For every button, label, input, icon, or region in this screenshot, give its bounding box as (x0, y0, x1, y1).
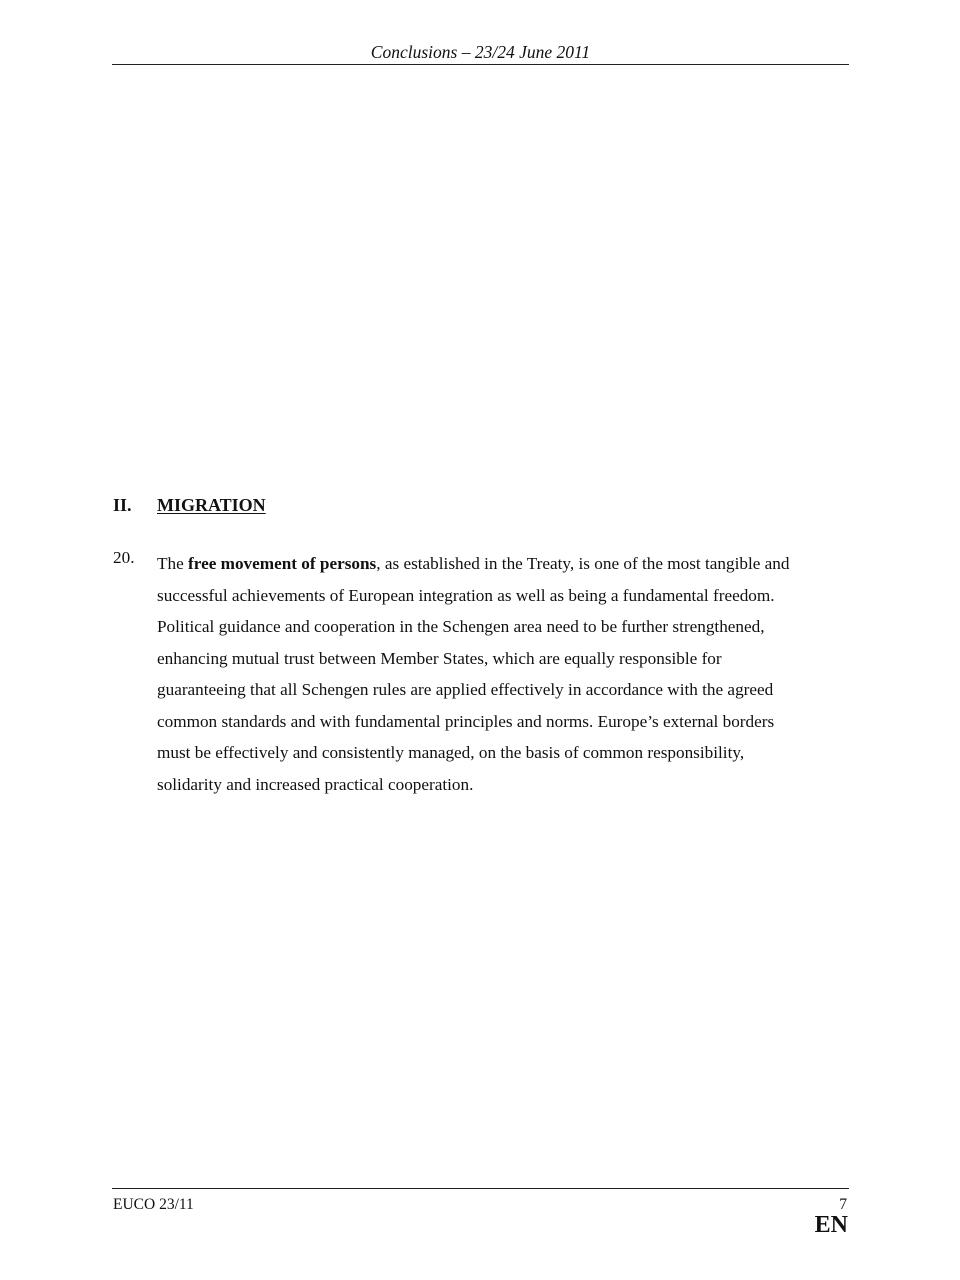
footer-document-ref: EUCO 23/11 (113, 1196, 194, 1213)
footer-language-code: EN (814, 1212, 848, 1238)
paragraph-line: solidarity and increased practical cooperation. (157, 774, 474, 794)
footer-page-number: 7 (839, 1196, 847, 1213)
paragraph-line: common standards and with fundamental principles and norms. Europe’s external borders (157, 711, 775, 731)
bold-phrase: free movement of persons (188, 554, 377, 573)
section-number: II. (113, 495, 132, 515)
paragraph-line: enhancing mutual trust between Member States, which are equally responsible for (157, 648, 722, 668)
footer-rule (112, 1188, 849, 1189)
paragraph-line (157, 548, 847, 580)
paragraph-line1-rest: , as established in the Treaty, is one of the most tangible and (376, 554, 790, 573)
paragraph-line: successful achievements of European integration as well as being a fundamental freedom. (157, 585, 775, 605)
paragraph-line: guaranteeing that all Schengen rules are applied effectively in accordance with the agreed (157, 680, 774, 699)
paragraph-lead: The (157, 554, 189, 573)
paragraph-number: 20. (113, 548, 135, 567)
paragraph-line: must be effectively and consistently managed, on the basis of common responsibility, (157, 743, 745, 762)
page-header-title: Conclusions – 23/24 June 2011 (370, 42, 591, 62)
header-rule (112, 64, 849, 65)
paragraph-line: Political guidance and cooperation in the Schengen area need to be further strengthened, (157, 617, 765, 636)
paragraph-body (157, 548, 847, 800)
section-title: MIGRATION (157, 495, 266, 515)
